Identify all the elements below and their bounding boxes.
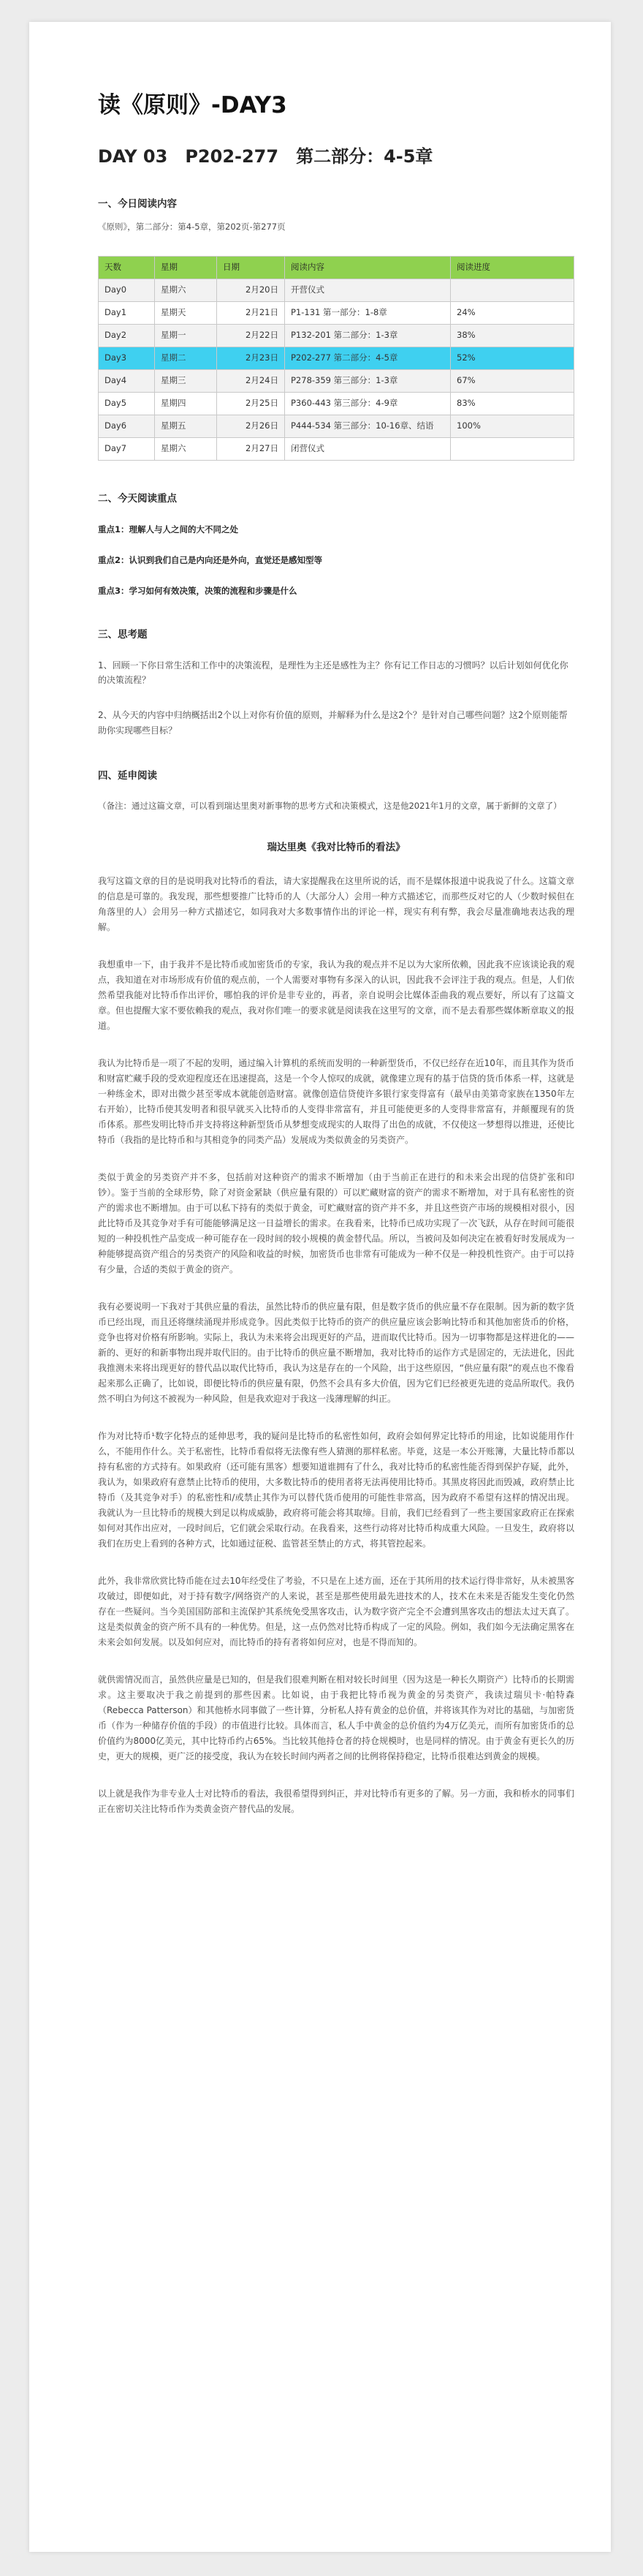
table-row [99, 279, 574, 301]
table-cell: 2月20日 [217, 279, 285, 301]
table-cell [451, 279, 574, 301]
section-today-reading-desc: 《原则》，第二部分：第4-5章，第202页-第277页 [98, 222, 286, 233]
table-cell: 2月22日 [217, 324, 285, 347]
table-cell: Day5 [99, 392, 155, 415]
page-title: 读《原则》-DAY3 [98, 92, 287, 118]
table-cell: Day0 [99, 279, 155, 301]
table-cell: 星期天 [155, 301, 217, 324]
article-paragraph: 就供需情况而言，虽然供应量是已知的，但是我们很难判断在相对较长时间里（因为这是一种长久期资产）比特币的长期需求。这主要取决于我之前提到的那些因素。比如说，由于我把比特币视为黄金的另类资产，我读过瑞贝卡·帕特森（Rebecca Patterson）和其他桥水同事做了一些计算，分析私人持有黄金的总价值，并将该其作为对比的基础，与加密货币（作为一种储存价值的手段）的市值进行比较。具体而言，私人手中黄金的总价值约为4万亿美元，而所有加密货币的总价值约为8000亿美元，其中比特币约占65%。当比较其他持仓者的持仓规模时，也是同样的情况。由于黄金有更长久的历史，更大的规模，更广泛的接受度，我认为在较长时间内两者之间的比例将保持稳定，比特币很难达到黄金的规模。 [98, 1674, 574, 1761]
table-cell: 星期六 [155, 437, 217, 460]
section-today-reading-title: 一、今日阅读内容 [98, 198, 177, 211]
article-paragraph: 我想重申一下，由于我并不是比特币或加密货币的专家，我认为我的观点并不足以为大家所依赖，因此我不应该谈论我的观点，我知道在对市场形成有价值的观点前，一个人需要对事物有多深入的认识，因此我不会评注于我的观点。但是，人们依然希望我能对比特币作出评价，哪怕我的评价是非专业的，再者，亲自说明会比媒体歪曲我的观点要好，所以有了这篇文章。但也提醒大家不要依赖我的观点，我对你们唯一的要求就是阅读我在这里写的文章，而不是去看那些媒体断章取义的报道。 [98, 959, 574, 1031]
table-cell: 开营仪式 [285, 279, 451, 301]
table-header-cell: 阅读进度 [451, 256, 574, 279]
article-paragraph: 作为对比特币¹数字化特点的延伸思考，我的疑问是比特币的私密性如何，政府会如何界定比特币的用途，比如说能用作什么，不能用作什么。关于私密性，比特币看似将无法像有些人猜测的那样私密。毕竟，这是一本公开账簿，大量比特币都以持有私密的方式持有。如果政府（还可能有黑客）想要知道谁拥有了什么，我对比特币的私密性能否得到保护存疑，此外，我认为，如果政府有意禁止比特币的使用，大多数比特币的使用者将无法再使用比特币。其黑皮将因此而毁减，政府禁止比特币（及其竞争对手）的私密性和/或禁止其作为可以替代货币使用的可能性非常高，因为政府不希望有这样的情况出现。我就认为一旦比特币的规模大到足以构成威胁，政府将可能会将其取缔。目前，我们已经看到了一些主要国家政府正在探索如何对其作出应对，一段时间后，它们就会采取行动。在我看来，这些行动将对比特币构成重大风险。一旦发生，政府将以我们在历史上看到的各种方式，比如通过征税、监管甚至禁止的方式，将其管控起来。 [98, 1430, 574, 1549]
section-questions-title: 三、思考题 [98, 628, 148, 641]
table-cell: 2月24日 [217, 369, 285, 392]
table-header-row [99, 256, 574, 279]
table-row [99, 415, 574, 437]
table-header-cell: 阅读内容 [285, 256, 451, 279]
article-title: 瑞达里奥《我对比特币的看法》 [267, 841, 406, 853]
article-paragraph: 我有必要说明一下我对于其供应量的看法，虽然比特币的供应量有限，但是数字货币的供应量不存在限制。因为新的数字货币已经出现，而且还将继续涌现并形成竞争。因此类似于比特币的资产的供应量应该会影响比特币和其他加密货币的价格，竞争也将对价格有所影响。实际上，我认为未来将会出现更好的产品，进而取代比特币。因为一切事物都是这样进化的——新的、更好的和新事物出现并取代旧的。由于比特币的供应量不断增加，我对比特币的运作方式是固定的，无法进化，因此我推测未来将出现更好的替代品以取代比特币，我认为这是存在的一个风险，出于这些原因，“供应量有限”的观点也不像看起来那么正确了，比如说，即便比特币的供应量有限，仍然不会具有多大价值，因为它们已经被更先进的竞品所取代。我仍然不明白为何这不被视为一种风险，但是我欢迎对于我这一浅薄理解的纠正。 [98, 1301, 574, 1404]
table-cell: Day4 [99, 369, 155, 392]
table-cell: 2月27日 [217, 437, 285, 460]
table-cell: Day7 [99, 437, 155, 460]
table-cell: Day1 [99, 301, 155, 324]
article-closing: 以上就是我作为非专业人士对比特币的看法，我很希望得到纠正，并对比特币有更多的了解。另一方面，我和桥水的同事们正在密切关注比特币作为类黄金资产替代品的发展。 [98, 1788, 574, 1814]
document-page [29, 22, 611, 2552]
reading-schedule-table [98, 256, 574, 461]
focus-item: 重点2：认识到我们自己是内向还是外向，直觉还是感知型等 [98, 554, 322, 565]
article-paragraph: 我认为比特币是一项了不起的发明，通过编入计算机的系统而发明的一种新型货币，不仅已经存在近10年，而且其作为货币和财富贮藏手段的受欢迎程度还在迅速提高，这是一个令人惊叹的成就，就像建立现有的基于信贷的货币体系一样，这就是一种练金术，即对出微少甚至零成本就能创造财富。就像创造信贷使许多银行家变得富有（最早由美第奇家族在1350年左右开始），比特币使其发明者和很早就买入比特币的人变得非常富有，并且可能使更多的人变得非常富有，并颠覆现有的货币体系。那些发明比特币并支持将这种新型货币从梦想变成现实的人取得了出色的成就，不仅使这一梦想得以推进，还使比特币（我指的是比特币和与其相竞争的同类产品）发展成为类似黄金的另类资产。 [98, 1057, 574, 1145]
table-row [99, 437, 574, 460]
table-cell: P444-534 第三部分：10-16章、结语 [285, 415, 451, 437]
table-cell: 2月26日 [217, 415, 285, 437]
table-row [99, 369, 574, 392]
day-heading: DAY 03 P202-277 第二部分：4-5章 [98, 146, 433, 167]
table-cell: P1-131 第一部分：1-8章 [285, 301, 451, 324]
table-cell: 38% [451, 324, 574, 347]
table-header-cell: 日期 [217, 256, 285, 279]
table-cell: P278-359 第三部分：1-3章 [285, 369, 451, 392]
table-cell: Day3 [99, 347, 155, 369]
table-cell: 星期二 [155, 347, 217, 369]
table-cell: Day2 [99, 324, 155, 347]
section-focus-title: 二、今天阅读重点 [98, 492, 177, 505]
table-cell: P202-277 第二部分：4-5章 [285, 347, 451, 369]
table-cell: 2月25日 [217, 392, 285, 415]
table-row [99, 324, 574, 347]
reading-note: （备注：通过这篇文章，可以看到瑞达里奥对新事物的思考方式和决策模式，这是他2021年1月的文章，属于新鲜的文章了） [98, 801, 562, 812]
table-cell: 星期四 [155, 392, 217, 415]
table-cell: 闭营仪式 [285, 437, 451, 460]
question-item: 2、从今天的内容中归纳概括出2个以上对你有价值的原则，并解释为什么是这2个？是针对自己哪些问题？这2个原则能帮助你实现哪些目标？ [98, 710, 568, 736]
table-row [99, 301, 574, 324]
table-cell: P132-201 第二部分：1-3章 [285, 324, 451, 347]
table-cell: 52% [451, 347, 574, 369]
table-cell: 星期六 [155, 279, 217, 301]
table-cell: Day6 [99, 415, 155, 437]
table-cell: 24% [451, 301, 574, 324]
article-paragraph: 类似于黄金的另类资产并不多，包括前对这种资产的需求不断增加（由于当前正在进行的和未来会出现的信贷扩张和印钞）。鉴于当前的全球形势，除了对资金紧缺（供应量有限的）可以贮藏财富的资产的需求不断增加，对于具有私密性的资产的需求也不断增加。由于可以私下持有的类似于黄金，可贮藏财富的资产并不多，并且这些资产市场的规模相对很小，因此比特币及其竞争对手有可能能够满足这一日益增长的需求。在我看来，比特币已成功实现了一次飞跃，从存在时间可能很短的一种投机性产品变成一种可能存在一段时间的较小规模的黄金替代品。所以，当被问及如何决定在被看好时发展成为一种能够提高资产组合的另类资产的风险和收益的时候，加密货币也非常有可能成为一种不仅是一种投机性资产。由于可以持有少量，合适的类似于黄金的资产。 [98, 1171, 574, 1274]
table-cell: 星期一 [155, 324, 217, 347]
table-cell: 星期三 [155, 369, 217, 392]
question-item: 1、回顾一下你日常生活和工作中的决策流程，是理性为主还是感性为主？你有记工作日志的习惯吗？以后计划如何优化你的决策流程？ [98, 660, 568, 685]
table-cell [451, 437, 574, 460]
table-cell: 2月23日 [217, 347, 285, 369]
table-header-cell: 天数 [99, 256, 155, 279]
table-cell: 67% [451, 369, 574, 392]
section-extended-reading-title: 四、延申阅读 [98, 770, 157, 782]
focus-item: 重点3：学习如何有效决策，决策的流程和步骤是什么 [98, 585, 297, 596]
table-cell: 星期五 [155, 415, 217, 437]
table-cell: P360-443 第三部分：4-9章 [285, 392, 451, 415]
table-cell: 100% [451, 415, 574, 437]
table-cell: 2月21日 [217, 301, 285, 324]
article-paragraph: 我写这篇文章的目的是说明我对比特币的看法，请大家提醒我在这里所说的话，而不是媒体报道中说我说了什么。这篇文章的信息是可靠的。我发现，那些想要推广比特币的人（大部分人）会用一种方式描述它，而那些反对它的人（少数时候但在角落里的人）会用另一种方式描述它，如同我对大多数事情作出的评论一样，现实有利有弊，我会尽量准确地表达我的理解。 [98, 875, 574, 932]
table-header-cell: 星期 [155, 256, 217, 279]
table-row-current [99, 347, 574, 369]
focus-item: 重点1：理解人与人之间的大不同之处 [98, 524, 238, 535]
table-cell: 83% [451, 392, 574, 415]
table-row [99, 392, 574, 415]
article-paragraph: 此外，我非常欣赏比特币能在过去10年经受住了考验，不只是在上述方面，还在于其所用的技术运行得非常好，从未被黑客攻破过，即便如此，对于持有数字/网络资产的人来说，甚至是那些使用最先进技术的人，技术在未来是否能发生变化仍然存在一些疑问。当今美国国防部和主流保护其系统免受黑客攻击，认为数字资产完全不会遭到黑客攻击的想法太过天真了。这是类似黄金的资产所不具有的一种优势。但是，这一点仍然对比特币构成了一定的风险。例如，我们如今无法确定黑客在未来会如何发展。以及如何应对，而比特币的持有者将如何应对，也是不得而知的。 [98, 1575, 574, 1647]
